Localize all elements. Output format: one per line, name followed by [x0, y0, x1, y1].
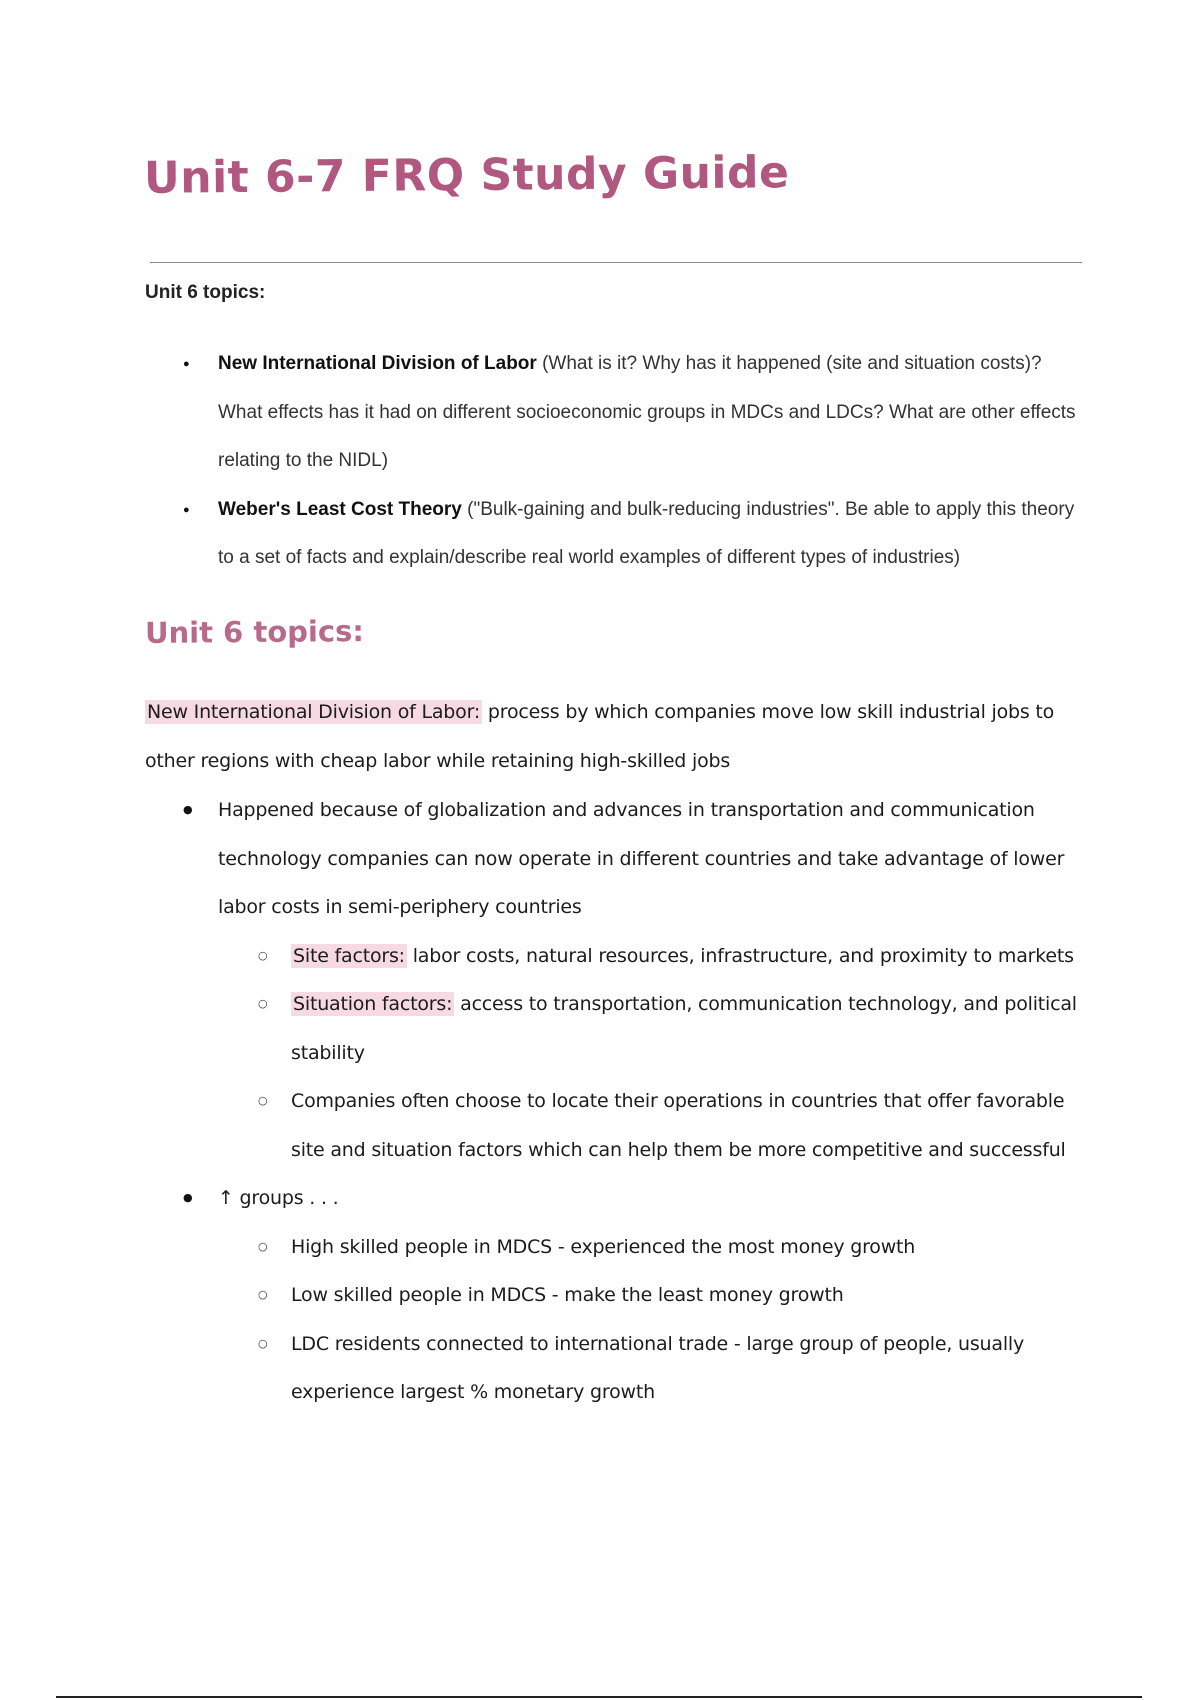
document-title: Unit 6-7 FRQ Study Guide	[143, 147, 790, 204]
sub-list-item	[218, 980, 1090, 1077]
definition-term-highlight: New International Division of Labor:	[147, 701, 481, 723]
sub-list	[218, 932, 1090, 1175]
page-bottom-rule	[56, 1696, 1142, 1698]
sub-item-text: Low skilled people in MDCS - make the least money growth	[291, 1284, 844, 1306]
bullet-text: ↑ groups . . .	[218, 1187, 339, 1209]
topic-term: Weber's Least Cost Theory	[218, 498, 462, 520]
bullet-text: Happened because of globalization and advances in transportation and communication technology companies can now operate in different countries and take advantage of lower labor costs in semi-periphery countries	[218, 799, 1065, 918]
list-item	[145, 1174, 1090, 1417]
list-item	[145, 786, 1090, 1174]
list-item	[145, 486, 1090, 583]
horizontal-rule	[150, 262, 1082, 263]
topic-description: (What is it? Why has it happened (site and situation costs)? What effects has it had on different socioeconomic groups in MDCs and LDCs? What are other effects relating to the NIDL)	[218, 353, 1076, 471]
topic-term: New International Division of Labor	[218, 353, 537, 374]
sub-list-item	[218, 1320, 1090, 1417]
sub-list-item	[218, 932, 1090, 981]
sub-list-item	[218, 1271, 1090, 1320]
typed-topics-list	[145, 340, 1090, 583]
definition-paragraph	[145, 688, 1090, 785]
sub-list-item	[218, 1223, 1090, 1272]
sub-item-text: Companies often choose to locate their operations in countries that offer favorable site and situation factors which can help them be more competitive and successful	[291, 1090, 1066, 1161]
sub-item-text: access to transportation, communication technology, and political stability	[291, 993, 1077, 1064]
site-factors-highlight: Site factors:	[293, 944, 405, 967]
sub-item-text: labor costs, natural resources, infrastructure, and proximity to markets	[406, 944, 1074, 967]
sub-item-text: High skilled people in MDCS - experienced the most money growth	[291, 1235, 916, 1258]
list-item	[145, 340, 1090, 486]
sub-list	[218, 1223, 1090, 1417]
typed-section-label: Unit 6 topics:	[145, 282, 266, 303]
topic-description: ("Bulk-gaining and bulk-reducing industries". Be able to apply this theory to a set of facts and explain/describe real world examples of different types of industries)	[218, 498, 1075, 568]
notes-list	[145, 786, 1090, 1417]
sub-list-item	[218, 1077, 1090, 1174]
definition-text: process by which companies move low skill industrial jobs to other regions with cheap labor while retaining high-skilled jobs	[145, 701, 1055, 772]
situation-factors-highlight: Situation factors:	[293, 993, 453, 1015]
sub-item-text: LDC residents connected to international trade - large group of people, usually experience largest % monetary growth	[291, 1332, 1025, 1403]
notes-heading: Unit 6 topics:	[144, 614, 365, 650]
